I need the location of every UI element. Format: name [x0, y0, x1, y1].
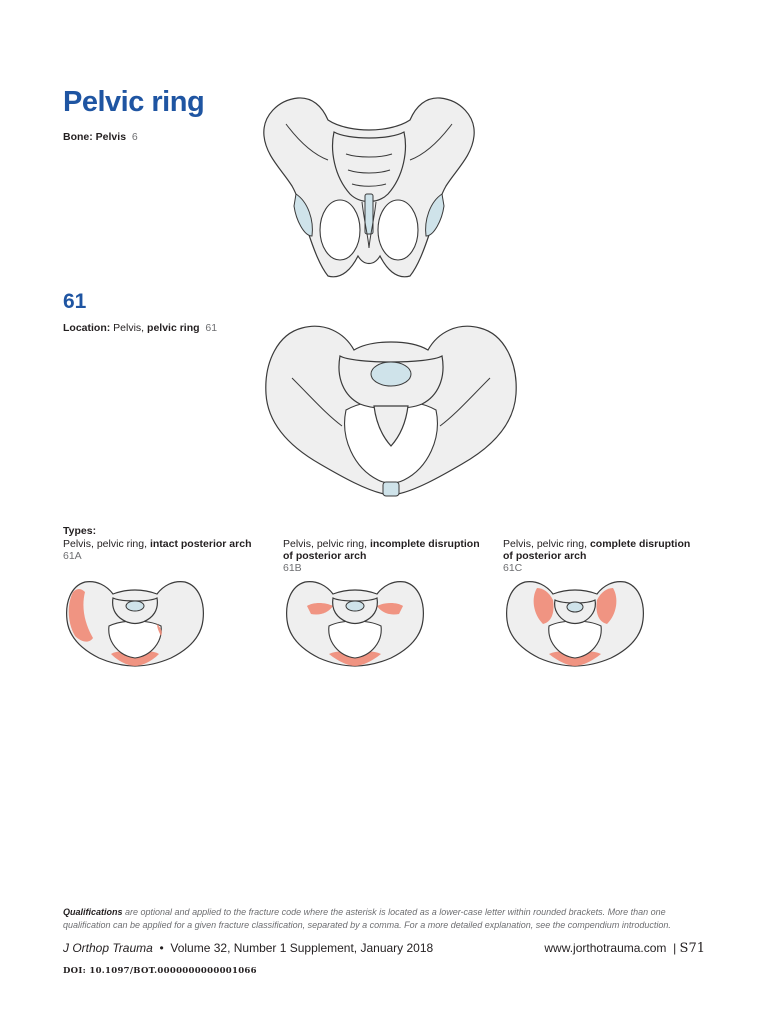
journal-url[interactable]: www.jorthotrauma.com [544, 941, 667, 955]
type-name: incomplete disruption of posterior arch [283, 538, 480, 562]
page-title: Pelvic ring [63, 86, 205, 118]
qualifications-text: are optional and applied to the fracture code where the asterisk is located as a lower-case letter within rounded brackets. More than one qualification can be applied for a given fracture classification, separated by a comma. For a more detailed explanation, see the compendium introduction. [63, 907, 671, 930]
bone-label: Bone: [63, 131, 93, 143]
classification-code: 61 [63, 290, 87, 313]
type-prefix: Pelvis, pelvic ring, [63, 538, 148, 550]
pelvis-superior-illustration [262, 318, 520, 502]
type-prefix: Pelvis, pelvic ring, [283, 538, 368, 550]
types-heading: Types: [63, 525, 97, 537]
type-61a-caption [63, 538, 263, 562]
bone-code: 6 [131, 131, 138, 143]
journal-name: J Orthop Trauma [63, 941, 153, 955]
type-61c-illustration [503, 578, 647, 668]
type-name: intact posterior arch [149, 538, 252, 550]
type-61a-illustration [63, 578, 207, 668]
type-code: 61B [283, 562, 302, 574]
bone-line [63, 131, 138, 143]
footer-right: www.jorthotrauma.com | S71 [544, 941, 705, 956]
bone-value: Pelvis [95, 131, 127, 143]
location-value: pelvic ring [147, 322, 200, 334]
type-61b-caption [283, 538, 483, 574]
location-label: Location: [63, 322, 111, 334]
issue-info: Volume 32, Number 1 Supplement, January 2018 [170, 941, 434, 955]
qualifications-note [63, 906, 708, 931]
type-61c-caption [503, 538, 703, 574]
qualifications-lead: Qualifications [63, 907, 123, 917]
doi: DOI: 10.1097/BOT.0000000000001066 [63, 966, 257, 976]
type-code: 61A [63, 550, 82, 562]
pelvis-anterior-illustration [258, 90, 480, 284]
location-prefix: Pelvis, [113, 322, 145, 334]
location-line [63, 322, 217, 334]
type-prefix: Pelvis, pelvic ring, [503, 538, 588, 550]
type-code: 61C [503, 562, 523, 574]
page-number: S71 [679, 941, 705, 956]
type-name: complete disruption of posterior arch [503, 538, 691, 562]
type-61b-illustration [283, 578, 427, 668]
footer-citation: J Orthop Trauma • Volume 32, Number 1 Supplement, January 2018 [63, 941, 434, 955]
location-code: 61 [205, 322, 218, 334]
